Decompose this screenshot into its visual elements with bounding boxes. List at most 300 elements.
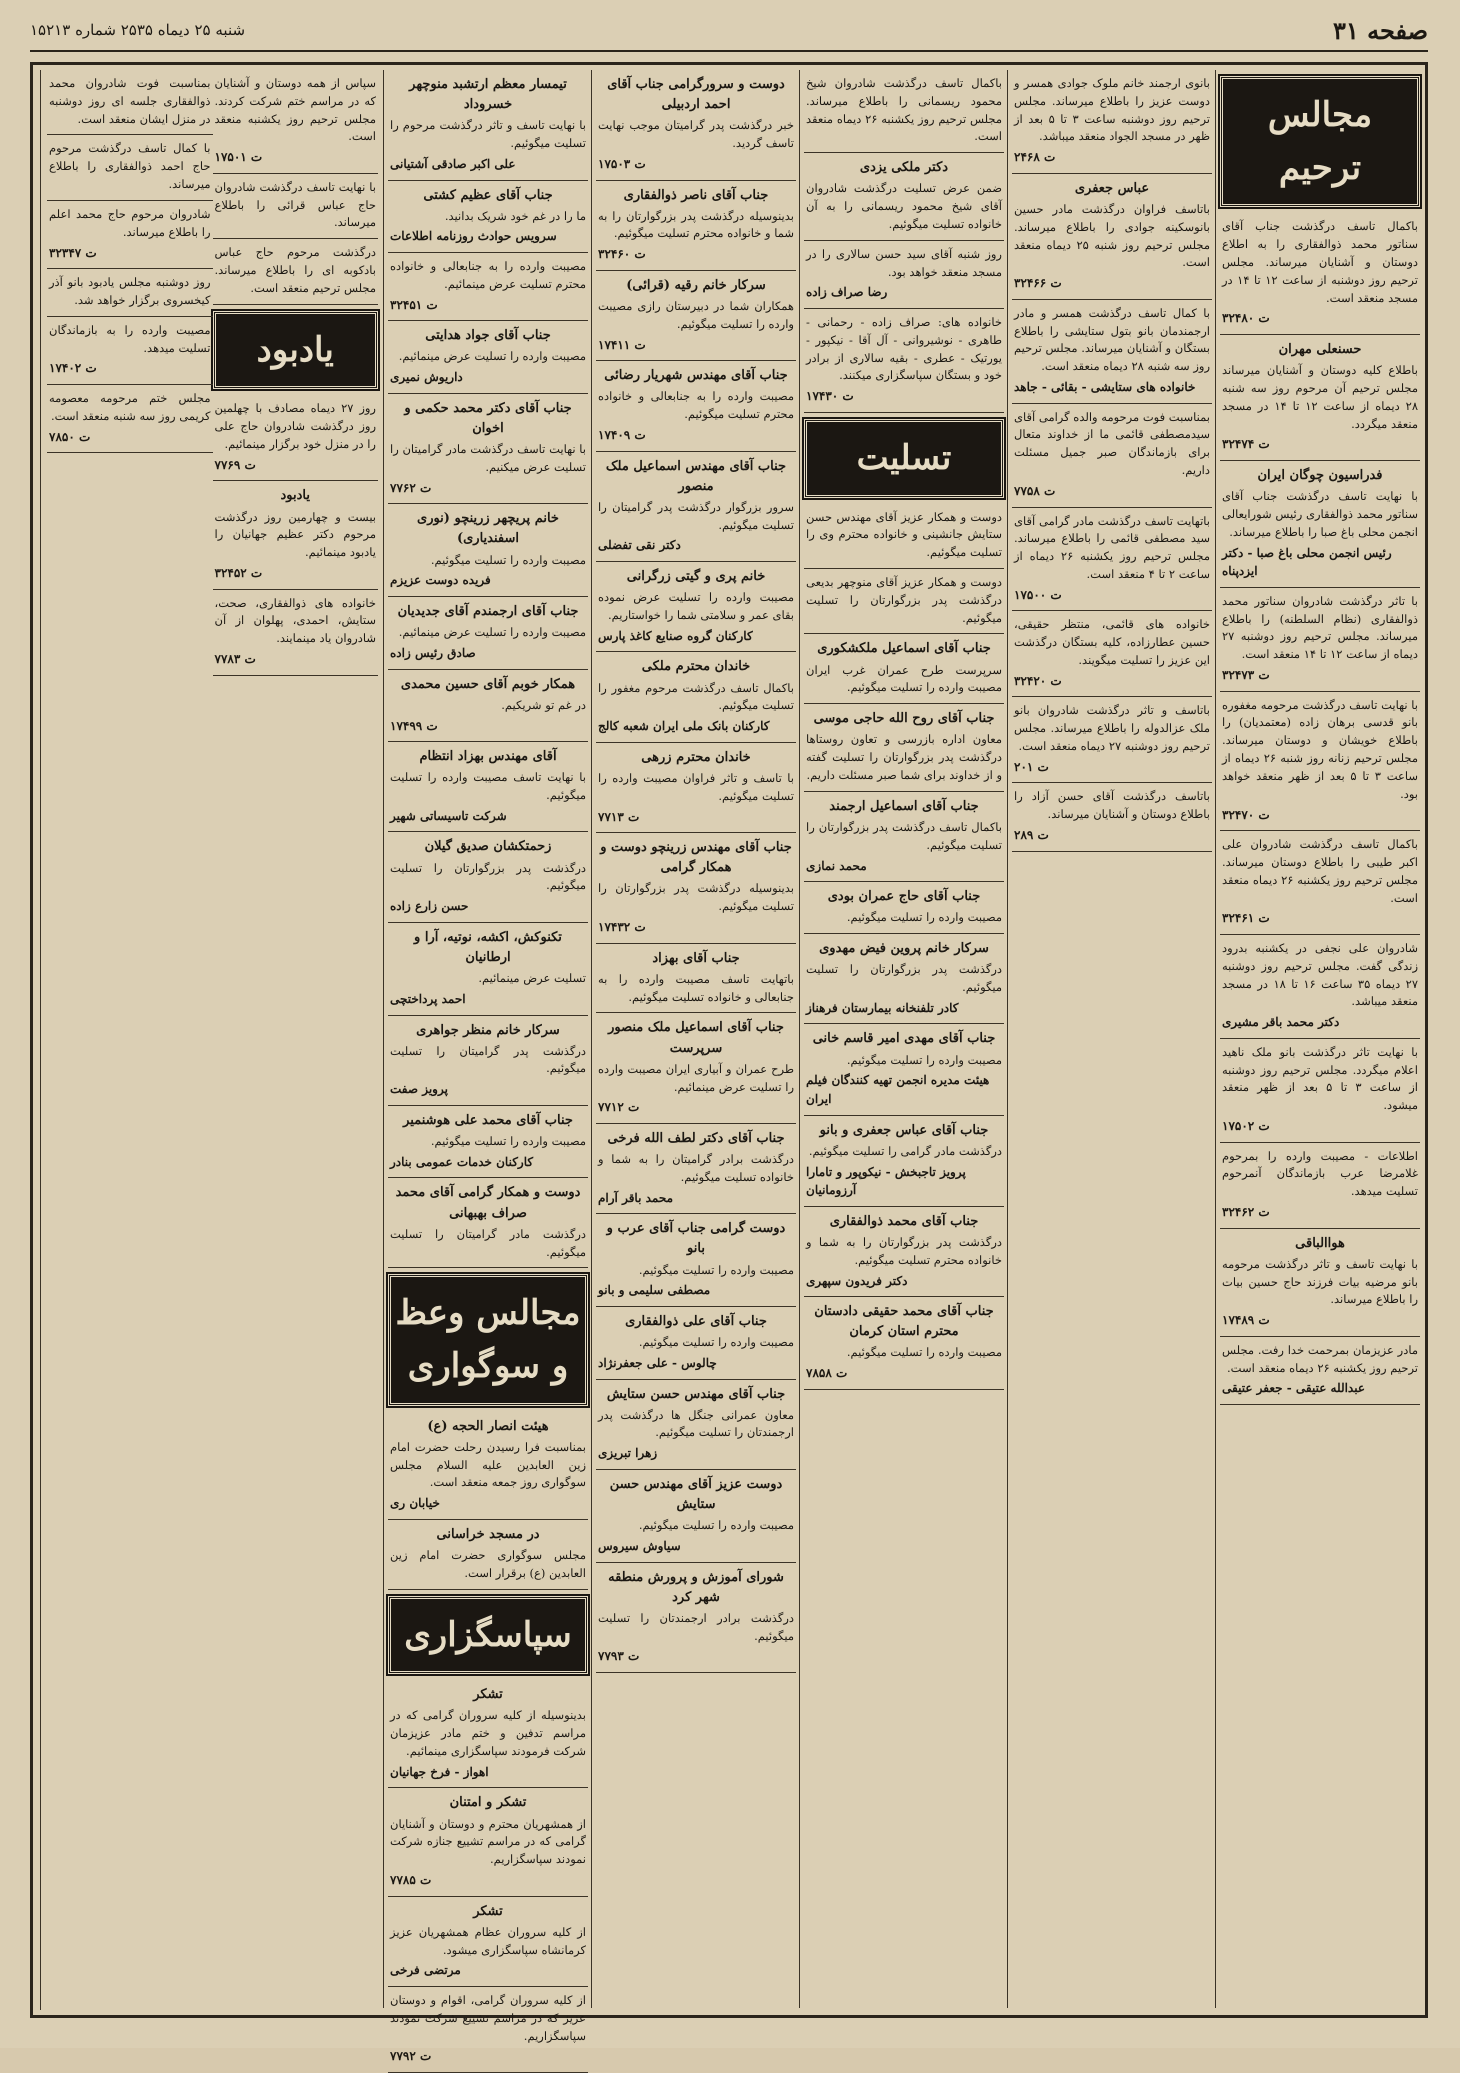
notice (804, 634, 1004, 704)
notice-signature: ت ۷۷۶۲ (390, 480, 432, 495)
notice-title: سرکار خانم رقیه (قرائی) (626, 277, 766, 293)
notice-signature: ت ۱۷۴۸۹ (1222, 1313, 1270, 1328)
notice (388, 253, 588, 321)
notice-title: جناب آقای اسماعیل ملک منصور سرپرست (608, 1020, 784, 1056)
notice-title: سرکار خانم منظر جواهری (416, 1022, 560, 1038)
notice-signature: ت ۱۷۴۳۲ (598, 920, 646, 935)
notice (388, 1016, 588, 1106)
notice-signature: ت ۷۷۱۳ (598, 809, 640, 824)
notice (1220, 1039, 1420, 1143)
notice-signature: ت ۱۷۴۰۹ (598, 427, 646, 442)
notice-signature: ت ۷۸۵۰ (49, 429, 91, 444)
column-6-right (213, 70, 381, 2010)
notice-text: معاون اداره بازرسی و تعاون روستاها درگذشت پدر بزرگوارتان را تسلیت گفته و از خداوند برای شما صبر مسئلت داریم. (806, 732, 1002, 782)
notice-title: جناب آقای اسماعیل ارجمند (829, 798, 979, 814)
notice-text: شادروان علی نجفی در یکشنبه بدرود زندگی گفت. مجلس ترحیم روز دوشنبه ۲۷ دیماه ۳۵ ساعت ۱۶ تا ۱۸ در مسجد منعقد میباشد. (1222, 940, 1418, 1009)
notice (1220, 1143, 1420, 1229)
notice-signature: عبدالله عتیقی - جعفر عتیقی (1222, 1381, 1366, 1396)
notice-signature: دکتر محمد باقر مشیری (1222, 1015, 1340, 1030)
notice-text: باکمال تاسف درگذشت جناب آقای سناتور محمد ذوالفقاری را به اطلاع دوستان و آشنایان میرساند. مجلس ترحیم روز دوشنبه از ساعت ۱۲ تا ۱۴ در مسجد منعقد است. (1222, 219, 1418, 305)
notice-signature: مرتضی فرخی (390, 1963, 461, 1978)
notice-title: جناب آقای دکتر لطف الله فرخی (607, 1130, 785, 1146)
notice-signature: سرویس حوادث روزنامه اطلاعات (390, 229, 557, 244)
notice-title: جناب آقای جواد هدایتی (425, 328, 551, 344)
notice-title: عباس جعفری (1074, 180, 1150, 196)
notice (1220, 588, 1420, 692)
notice-text: بدینوسیله درگذشت پدر بزرگوارتان را تسلیت میگوئیم. (598, 881, 794, 914)
notice-text: مصیبت وارده را تسلیت میگوئیم. (430, 552, 586, 567)
notice-title: دوست عزیز آقای مهندس حسن ستایش (609, 1476, 783, 1513)
notice-title: خانم پریچهر زرینچو (نوری اسفندیاری) (417, 511, 559, 547)
notice-signature: شرکت تاسیساتی شهیر (390, 808, 507, 823)
page-number: صفحه ۳۱ (1332, 15, 1428, 45)
notice (804, 934, 1004, 1024)
notice-text: مصیبت وارده را تسلیت میگوئیم. (846, 1052, 1002, 1067)
notice (388, 70, 588, 181)
notice-text: بمناسبت فرا رسیدن رحلت حضرت امام زین العابدین علیه السلام مجلس سوگواری روز جمعه منعقد است. (390, 1439, 586, 1490)
notice-title: دوست و سرورگرامی جناب آقای احمد اردبیلی (607, 77, 785, 113)
notice (596, 833, 796, 944)
notice-text: باتهایت تاسف مصیبت وارده را به جنابعالی و خانواده تسلیت میگوئیم. (598, 971, 794, 1004)
notice-title: تشکر و امتنان (449, 1795, 527, 1811)
notice-text: خانواده های: صراف زاده - رحمانی - طاهری - نوشیروانی - آل آقا - نیکپور - یورتیک - عطری - بقیه سالاری از برادر خود و بستگان سپاسگزاری میکنند. (806, 315, 1002, 383)
notice (596, 271, 796, 361)
notice-title: حسنعلی مهران (1278, 342, 1362, 358)
notice (388, 1680, 588, 1788)
notice-text: طرح عمران و آبیاری ایران مصیبت وارده را تسلیت عرض مینمائیم. (598, 1061, 794, 1094)
notice-text: خبر درگذشت پدر گرامیتان موجب نهایت تاسف گردید. (598, 118, 794, 151)
notice-signature: ت ۱۷۵۰۱ (214, 150, 263, 165)
notice (804, 569, 1004, 634)
notice-text: با نهایت تاسف درگذشت مادر گرامیتان را تسلیت عرض میکنیم. (390, 442, 586, 474)
notice (1220, 213, 1420, 335)
notice-signature: ت ۳۲۴۷۳ (1222, 668, 1270, 683)
notice-text: بدینوسیله درگذشت پدر بزرگوارتان را به شما و خانواده محترم تسلیت میگوئیم. (598, 208, 794, 241)
notice-title: تکنوکش، اکشه، نوتیه، آرا و ارطانیان (414, 929, 562, 965)
notice-title: تیمسار معظم ارتشبد منوچهر خسروداد (409, 77, 567, 113)
notice (596, 1380, 796, 1470)
notice-text: مصیبت وارده را تسلیت میگوئیم. (846, 910, 1002, 925)
notice (596, 743, 796, 833)
notice-text: باکمال تاسف درگذشت پدر بزرگوارتان را تسلیت میگوئیم. (806, 819, 1002, 852)
notice (596, 70, 796, 181)
notice-signature: خانواده های ستایشی - بقائی - جاهد (1014, 380, 1196, 395)
page-header (30, 10, 1428, 52)
notice-text: با کمال تاسف درگذشت همسر و مادر ارجمندمان بانو بتول ستایشی را باطلاع بستگان و آشنایان میرساند. مجلس ترحیم روز سه شنبه ۲۸ دیماه منعقد است. (1014, 305, 1210, 374)
notice-title: جناب آقای عباس جعفری و بانو (819, 1122, 989, 1138)
notice-text: باتاسف فراوان درگذشت مادر حسین بانوسکینه جوادی را باطلاع میرساند. مجلس ترحیم روز شنبه ۲۵ دیماه منعقد است. (1014, 201, 1211, 270)
notice-signature: محمد باقر آرام (598, 1190, 674, 1205)
issue-date-line: شنبه ۲۵ دیماه ۲۵۳۵ شماره ۱۵۲۱۳ (30, 21, 246, 39)
notice-signature: دکتر فریدون سپهری (806, 1273, 908, 1288)
notice-title: جناب آقای اسماعیل ملکشکوری (817, 641, 991, 657)
notice-title: تشکر (473, 1903, 503, 1919)
notice-title: جناب آقای محمد حقیقی دادستان محترم استان کرمان (814, 1304, 994, 1340)
notice-text: با نهایت تاسف و تاثر درگذشت مرحومه بانو مرضیه بیات فرزند حاج حسین بیات را باطلاع میرساند. (1222, 1256, 1418, 1307)
notice-signature: ت ۱۷۴۹۹ (390, 718, 438, 733)
notice-signature: ت ۱۷۵۰۰ (1014, 587, 1062, 602)
notice (596, 452, 796, 563)
notice-title: خاندان محترم زرهی (641, 749, 751, 765)
notice-text: مصیبت وارده را تسلیت عرض مینمائیم. (398, 625, 586, 640)
notice (596, 1470, 796, 1563)
notice (596, 1307, 796, 1380)
banner-tarhim: مجالس ترحیم (1220, 76, 1420, 207)
notice-signature: هیئت مدیره انجمن تهیه کنندگان فیلم ایران (806, 1073, 990, 1107)
notice-title: سرکار خانم پروین فیض مهدوی (819, 941, 989, 957)
notice (1012, 611, 1212, 697)
notice-text: روز دوشنبه مجلس یادبود بانو آذر کیخسروی برگزار خواهد شد. (49, 275, 211, 307)
notice (388, 1897, 588, 1987)
notice-text: مصیبت وارده را تسلیت میگوئیم. (638, 1518, 794, 1533)
notice (388, 394, 588, 505)
notice (596, 944, 796, 1014)
notice-signature: ت ۷۷۹۳ (598, 1649, 640, 1664)
notice-text: مصیبت وارده را تسلیت میگوئیم. (846, 1345, 1002, 1360)
notice-text: مادر عزیزمان بمرحمت خدا رفت. مجلس ترحیم روز یکشنبه ۲۶ دیماه منعقد است. (1222, 1342, 1418, 1375)
notice-signature: ت ۳۲۴۶۱ (1222, 911, 1270, 926)
notice (388, 504, 588, 597)
notice-text: با نهایت تاثر درگذشت بانو ملک ناهید اعلام میگردد. مجلس ترحیم روز دوشنبه از ساعت ۳ تا ۵ بعد از ظهر منعقد میشود. (1222, 1044, 1418, 1113)
notice (804, 1207, 1004, 1297)
notice (47, 135, 213, 200)
notice-text: دوست و همکار عزیز آقای مهندس حسن ستایش جانشینی و خانواده محترم وی را تسلیت میگوئیم. (806, 509, 1002, 560)
column-2 (1012, 70, 1212, 2010)
notice-text: با نهایت تاسف درگذشت جناب آقای سناتور محمد ذوالفقاری رئیس شورایعالی انجمن محلی باغ صبا را باطلاع میرساند. (1222, 489, 1418, 539)
column-rule (1215, 70, 1216, 2008)
notice-title: فدراسیون چوگان ایران (1257, 468, 1383, 484)
notice (47, 317, 213, 385)
notice-text: ضمن عرض تسلیت درگذشت شادروان آقای شیخ محمود ریسمانی را به آن خانواده تسلیت میگوئیم. (806, 181, 1002, 232)
notice-title: آقای مهندس بهزاد انتظام (419, 749, 557, 765)
notice (1012, 404, 1212, 508)
notice-title: جناب آقای مهندس زرینچو دوست و همکار گرامی (600, 840, 792, 876)
notice-text: مصیبت وارده را به بازماندگان تسلیت میدهد. (49, 322, 211, 355)
notice-text: مصیبت وارده را تسلیت میگوئیم. (638, 1335, 794, 1350)
notice-signature: ت ۷۸۵۸ (806, 1366, 848, 1381)
notice (388, 1178, 588, 1268)
notice-text: خانواده های ذوالفقاری، صحت، ستایش، احمدی، پهلوان از آن شادروان یاد مینمایند. (214, 595, 376, 646)
notice-text: باکمال تاسف درگذشت شادروان علی اکبر طیبی را باطلاع دوستان میرساند. مجلس ترحیم روز یکشنبه ۲۶ دیماه منعقد است. (1222, 837, 1419, 905)
notice-title: جناب آقای مهندس حسن ستایش (606, 1386, 786, 1402)
notice (1220, 1229, 1420, 1337)
notice-signature: صادق رئیس زاده (390, 645, 476, 660)
notice (804, 792, 1004, 882)
notice (1012, 174, 1212, 300)
notice (804, 309, 1004, 413)
notice (596, 1124, 796, 1214)
notice-title: جناب آقای محمد علی هوشنمیر (403, 1112, 573, 1128)
notice-title: دوست گرامی جناب آقای عرب و بانو (606, 1221, 786, 1257)
notice (1220, 935, 1420, 1039)
notice (1220, 461, 1420, 588)
notice-signature: حسن زارع زاده (390, 899, 469, 914)
notice-title: جناب آقای محمد ذوالفقاری (829, 1213, 979, 1229)
notice (1012, 697, 1212, 783)
notice-text: باکمال تاسف درگذشت شادروان شیخ محمود ریسمانی را باطلاع میرساند. مجلس ترحیم روز یکشنبه ۲۶ دیماه منعقد است. (806, 76, 1003, 144)
notice (1012, 508, 1212, 612)
column-6 (40, 70, 380, 2010)
notice-text: سرور بزرگوار درگذشت پدر گرامیتان را تسلیت میگوئیم. (598, 499, 794, 532)
notice-signature: ت ۷۷۶۹ (214, 457, 256, 472)
notice-title: جناب آقای حاج عمران بودی (827, 889, 981, 905)
notice-signature: سیاوش سیروس (598, 1538, 681, 1553)
notice-signature: ت ۳۲۴۶۲ (1222, 1205, 1270, 1220)
notice-text: درگذشت برادر گرامیتان را به شما و خانواده تسلیت میگوئیم. (598, 1152, 794, 1184)
notice (47, 269, 213, 317)
notice (1220, 692, 1420, 831)
notice-text: از کلیه سروران گرامی، اقوام و دوستان عزیز که در مراسم تشییع شرکت نمودند سپاسگزاریم. (390, 1993, 586, 2043)
notice-text: مصیبت وارده را تسلیت عرض مینمائیم. (398, 349, 586, 364)
notice-title: خاندان محترم ملکی (641, 659, 751, 675)
notice-text: از همشهریان محترم و دوستان و آشنایان گرامی که در مراسم تشییع جنازه شرکت نمودند سپاسگزاریم. (390, 1816, 586, 1867)
notice-signature: مصطفی سلیمی و بانو (598, 1283, 711, 1298)
notice-title: یادبود (280, 488, 310, 504)
notice-signature: اهواز - فرخ جهانیان (390, 1764, 489, 1779)
notice-text: با نهایت تاسف درگذشت مرحومه مغفوره بانو قدسی برهان زاده (معتمدیان) را باطلاع خویشان و دوستان میرساند. مجلس ترحیم زنانه روز شنبه ۲۶ دیماه از ساعت ۳ تا ۵ بعد از ظهر منعقد خواهد بود. (1222, 697, 1418, 801)
notice-text: درگذشت مادر گرامی را تسلیت میگوئیم. (808, 1143, 1002, 1158)
notice-text: شادروان مرحوم حاج محمد اعلم را باطلاع میرساند. (49, 206, 211, 239)
notice (804, 1297, 1004, 1390)
notice-text: با کمال تاسف درگذشت مرحوم حاج احمد ذوالفقاری را باطلاع میرساند. (49, 141, 211, 192)
notice-text: بیست و چهارمین روز درگذشت مرحوم دکتر عظیم جهانیان را یادبود مینمائیم. (214, 509, 376, 560)
notice-text: دوست و همکار عزیز آقای منوچهر بدیعی درگذشت پدر بزرگوارتان را تسلیت میگوئیم. (806, 575, 1002, 625)
notice (47, 70, 213, 135)
notice-signature: کارکنان خدمات عمومی بنادر (390, 1154, 534, 1169)
notice-text: مصیبت وارده را تسلیت میگوئیم. (638, 1262, 794, 1277)
notice-text: باطلاع کلیه دوستان و آشنایان میرساند مجلس ترحیم آن مرحوم روز سه شنبه ۲۸ دیماه از ساعت ۱۲ تا ۱۴ در مسجد منعقد میگردد. (1222, 363, 1418, 431)
notice-text: در غم تو شریکیم. (501, 697, 586, 712)
notice-title: جناب آقای ارجمندم آقای جدیدیان (397, 604, 579, 619)
notice-title: جناب آقای ناصر ذوالفقاری (623, 187, 769, 203)
notice-title: دوست و همکار گرامی آقای محمد صراف بهبهانی (395, 1185, 581, 1221)
notice-signature: ت ۲۸۹ (1014, 828, 1049, 843)
notice-text: سرپرست طرح عمران غرب ایران مصیبت وارده را تسلیت میگوئیم. (806, 662, 1002, 695)
notice (388, 321, 588, 394)
notice (596, 361, 796, 451)
notice-text: درگذشت پدر گرامیتان را تسلیت میگوئیم. (390, 1043, 586, 1076)
banner-yadbud: یادبود (213, 311, 379, 390)
notice (1012, 783, 1212, 851)
notice-signature: خیابان ری (390, 1496, 440, 1511)
notice-text: همکاران شما در دبیرستان رازی مصیبت وارده را تسلیت میگوئیم. (598, 299, 794, 331)
notice-text: مصیبت وارده را به جنابعالی و خانواده محترم تسلیت عرض مینمائیم. (390, 259, 586, 291)
notice (1220, 335, 1420, 461)
notice (213, 174, 379, 239)
notice-signature: ت ۷۷۱۲ (598, 1100, 640, 1115)
notice-signature: رضا صراف زاده (806, 285, 888, 300)
notice (596, 181, 796, 271)
notice-title: شورای آموزش و پرورش منطقه شهر کرد (608, 1569, 784, 1605)
notice-text: با نهایت تاسف و تاثر درگذشت مرحوم را تسلیت میگوئیم. (390, 118, 586, 151)
notice (388, 1106, 588, 1179)
notice (1220, 1337, 1420, 1405)
notice-title: جناب آقای عظیم کشتی (423, 187, 553, 203)
notice-text: مصیبت وارده را به جنابعالی و خانواده محترم تسلیت میگوئیم. (598, 389, 794, 422)
notice-title: جناب آقای روح الله حاجی موسی (813, 711, 995, 727)
notice-title: همکار خوبم آقای حسین محمدی (400, 676, 576, 692)
notice (388, 1987, 588, 2073)
notice-title: جناب آقای مهدی امیر قاسم خانی (812, 1031, 996, 1047)
notice-signature: ت ۲۰۱ (1014, 759, 1049, 774)
banner-tasliat: تسلیت (804, 419, 1004, 498)
notice-title: جناب آقای مهندس اسماعیل ملک منصور (605, 458, 787, 494)
notice-text: خانواده های قائمی، منتظر حقیقی، حسین عطارزاده، کلیه بستگان درگذشت این عزیز را تسلیت میگویند. (1014, 617, 1210, 667)
notice (1012, 70, 1212, 174)
notice-title: هیئت انصار الحجه (ع) (427, 1418, 549, 1434)
notice-signature: چالوس - علی جعفرنژاد (598, 1355, 717, 1370)
notice-text: ما را در غم خود شریک بدانید. (444, 208, 586, 223)
notice-signature: ت ۳۲۴۶۶ (1014, 276, 1062, 291)
notice-text: از کلیه سروران عظام همشهریان عزیز کرمانشاه سپاسگزاری میشود. (390, 1924, 586, 1957)
notice (1220, 831, 1420, 935)
notice (596, 1563, 796, 1674)
notice-text: بانوی ارجمند خانم ملوک جوادی همسر و دوست عزیز را باطلاع میرساند. مجلس ترحیم روز دوشنبه ساعت ۳ تا ۵ بعد از ظهر در مسجد الجواد منعقد میباشد. (1014, 76, 1210, 144)
notice-title: خانم پری و گیتی زرگرانی (626, 569, 766, 585)
notice-text: بمناسبت فوت مرحومه والده گرامی آقای سیدمصطفی قائمی ما از خداوند متعال برای بازماندگان صبر جمیل مسئلت داریم. (1014, 409, 1210, 478)
notice-text: مصیبت وارده را تسلیت عرض نموده بقای عمر و سلامتی شما را خواستاریم. (598, 590, 794, 623)
column-3 (804, 70, 1004, 2010)
notice-signature: ت ۳۲۴۸۰ (1222, 311, 1270, 326)
notice (596, 652, 796, 742)
notice-signature: ت ۳۲۴۶۰ (598, 247, 646, 262)
notice (804, 882, 1004, 934)
notice-text: معاون عمرانی جنگل ها درگذشت پدر ارجمندتان را تسلیت میگوئیم. (598, 1407, 794, 1440)
notice-signature: ت ۳۲۴۲۰ (1014, 673, 1062, 688)
notice-text: باتاسف و تاثر درگذشت شادروان بانو ملک عزالدوله را باطلاع میرساند. مجلس ترحیم روز دوشنبه ۲۷ دیماه منعقد است. (1014, 703, 1210, 754)
notice (388, 1520, 588, 1590)
notice (804, 241, 1004, 309)
notice-text: درگذشت پدر بزرگوارتان را تسلیت میگوئیم. (806, 962, 1002, 995)
notice-signature: ت ۱۷۴۱۱ (598, 337, 646, 352)
notice (596, 1214, 796, 1307)
notice-signature: داریوش نمیری (390, 370, 463, 385)
notice-text: باتهایت تاسف درگذشت مادر گرامی آقای سید مصطفی قائمی را باطلاع میرساند. مجلس ترحیم روز یکشنبه ۲۶ دیماه از ساعت ۲ تا ۴ منعقد است. (1014, 513, 1211, 581)
notice (47, 385, 213, 453)
notice-signature: زهرا تبریزی (598, 1446, 658, 1461)
notice-signature: ت ۳۲۴۷۴ (1222, 437, 1270, 452)
notice (388, 923, 588, 1016)
notice (388, 1412, 588, 1520)
notice-text: بمناسبت فوت شادروان محمد ذوالفقاری جلسه ای روز دوشنبه در منزل ایشان منعقد است. (49, 76, 211, 126)
notice-text: با تاثر درگذشت شادروان سناتور محمد ذوالفقاری (نظام السلطنه) را باطلاع میرساند. مجلس ترحیم روز دوشنبه ۲۷ دیماه از ساعت ۱۲ تا ۱۴ منعقد است. (1222, 593, 1418, 662)
notice (388, 742, 588, 832)
notice-signature: احمد پرداختچی (390, 991, 466, 1006)
notice-signature: علی اکبر صادقی آشتیانی (390, 156, 516, 171)
notice (1012, 300, 1212, 404)
notice-signature: ت ۳۲۴۵۱ (390, 297, 438, 312)
notice-signature: ت ۱۷۵۰۲ (1222, 1119, 1270, 1134)
notice (804, 153, 1004, 241)
notice-signature: محمد نمازی (806, 858, 867, 873)
notice-signature: ت ۷۷۸۵ (390, 1873, 432, 1888)
notice-text: روز شنبه آقای سید حسن سالاری را در مسجد منعقد خواهد بود. (806, 246, 1002, 279)
column-rule (591, 70, 592, 2008)
notice-text: درگذشت مرحوم حاج عباس بادکوبه ای را باطلاع میرساند. مجلس ترحیم منعقد است. (214, 245, 376, 295)
notice (213, 239, 379, 304)
notice-signature: ت ۱۷۴۰۲ (49, 361, 97, 376)
column-4 (596, 70, 796, 2010)
notice (596, 562, 796, 652)
column-rule (383, 70, 384, 2008)
notice-title: در مسجد خراسانی (436, 1526, 540, 1542)
notice (388, 832, 588, 922)
notice (213, 590, 379, 676)
notice-text: درگذشت پدر بزرگوارتان را به شما و خانواده محترم تسلیت میگوئیم. (806, 1234, 1002, 1267)
notice-signature: کارکنان گروه صنایع کاغذ پارس (598, 628, 753, 643)
notice-signature: ت ۷۷۹۲ (390, 2049, 432, 2064)
banner-sepas: سپاسگزاری (388, 1596, 588, 1675)
notice-text: مجلس سوگواری حضرت امام زین العابدین (ع) برقرار است. (390, 1548, 586, 1580)
notice (47, 201, 213, 269)
notice (804, 70, 1004, 153)
notice-signature: فریده دوست عزیزم (390, 573, 491, 588)
notice-signature: ت ۲۴۶۸ (1014, 150, 1056, 165)
notice-text: باکمال تاسف درگذشت مرحوم مغفور را تسلیت میگوئیم. (598, 680, 794, 713)
notice-text: با نهایت تاسف مصیبت وارده را تسلیت میگوئیم. (390, 770, 586, 803)
notice-signature: دکتر نقی تفضلی (598, 538, 681, 553)
notice-title: جناب آقای بهزاد (652, 950, 740, 966)
notice-signature: ت ۱۷۵۰۳ (598, 156, 646, 171)
notice (213, 70, 379, 174)
column-6-left (40, 70, 213, 2010)
notice-text: اطلاعات - مصیبت وارده را بمرحوم غلامرضا عرب بازماندگان آنمرحوم تسلیت میدهد. (1222, 1148, 1418, 1199)
notice-text: مجلس ختم مرحومه معصومه کریمی روز سه شنبه منعقد است. (49, 390, 211, 423)
notice (596, 1013, 796, 1124)
notice (804, 504, 1004, 569)
notice-signature: ت ۷۷۵۸ (1014, 483, 1056, 498)
notice (213, 481, 379, 589)
notice-text: با نهایت تاسف درگذشت شادروان حاج عباس قرائی را باطلاع میرساند. (214, 179, 376, 230)
notice (213, 395, 379, 481)
notice (804, 1116, 1004, 1207)
notice-text: درگذشت پدر بزرگوارتان را تسلیت میگوئیم. (390, 860, 586, 893)
notice-title: تشکر (473, 1687, 503, 1703)
notice-signature: ت ۳۲۳۴۷ (49, 245, 97, 260)
notice (388, 1788, 588, 1896)
notice (804, 1024, 1004, 1115)
notice-signature: پرویز تاجبخش - نیکوپور و تامارا آرزومانیان (806, 1164, 966, 1198)
notice-title: جناب آقای مهندس شهریار رضائی (604, 368, 788, 384)
column-rule (799, 70, 800, 2008)
notice (804, 704, 1004, 792)
notice-text: سپاس از همه دوستان و آشنایان که در مراسم ختم شرکت کردند. مجلس ترحیم روز یکشنبه منعقد است. (214, 76, 376, 144)
notice (388, 597, 588, 670)
notice-text: باتاسف درگذشت آقای حسن آزاد را باطلاع دوستان و آشنایان میرساند. (1014, 789, 1210, 822)
notice-text: روز ۲۷ دیماه مصادف با چهلمین روز درگذشت شادروان حاج علی را در منزل خود برگزار مینمائیم. (214, 401, 376, 452)
notice-text: درگذشت برادر ارجمندتان را تسلیت میگوئیم. (598, 1610, 794, 1643)
notice-signature: پرویز صفت (390, 1082, 448, 1097)
column-1 (1220, 70, 1420, 2010)
notice-text: با تاسف و تاثر فراوان مصیبت وارده را تسلیت میگوئیم. (598, 770, 794, 803)
notice (388, 670, 588, 743)
notice-title: هواالباقی (1295, 1235, 1345, 1251)
notice-signature: کارکنان بانک ملی ایران شعبه کالج (598, 719, 770, 734)
notice-signature: ت ۳۲۴۷۰ (1222, 807, 1270, 822)
notice-signature: رئیس انجمن محلی باغ صبا - دکتر ایزدپناه (1222, 545, 1392, 579)
notice-text: درگذشت مادر گرامیتان را تسلیت میگوئیم. (390, 1226, 586, 1259)
notice-signature: ت ۳۲۴۵۲ (214, 566, 263, 581)
notice-text: مصیبت وارده را تسلیت میگوئیم. (430, 1134, 586, 1148)
notice-title: دکتر ملکی یزدی (859, 160, 949, 176)
banner-vaz: مجالس وعظ و سوگواری (388, 1274, 588, 1405)
notice-signature: ت ۷۷۸۳ (214, 652, 256, 667)
notice-title: جناب آقای دکتر محمد حکمی و اخوان (404, 400, 572, 436)
notice-title: زحمتکشان صدیق گیلان (424, 839, 552, 855)
notice-text: تسلیت عرض مینمائیم. (478, 971, 586, 986)
notice (388, 181, 588, 254)
notice-text: بدینوسیله از کلیه سروران گرامی که در مراسم تدفین و ختم مادر عزیزمان شرکت فرمودند سپاسگزاری مینمائیم. (390, 1708, 586, 1759)
